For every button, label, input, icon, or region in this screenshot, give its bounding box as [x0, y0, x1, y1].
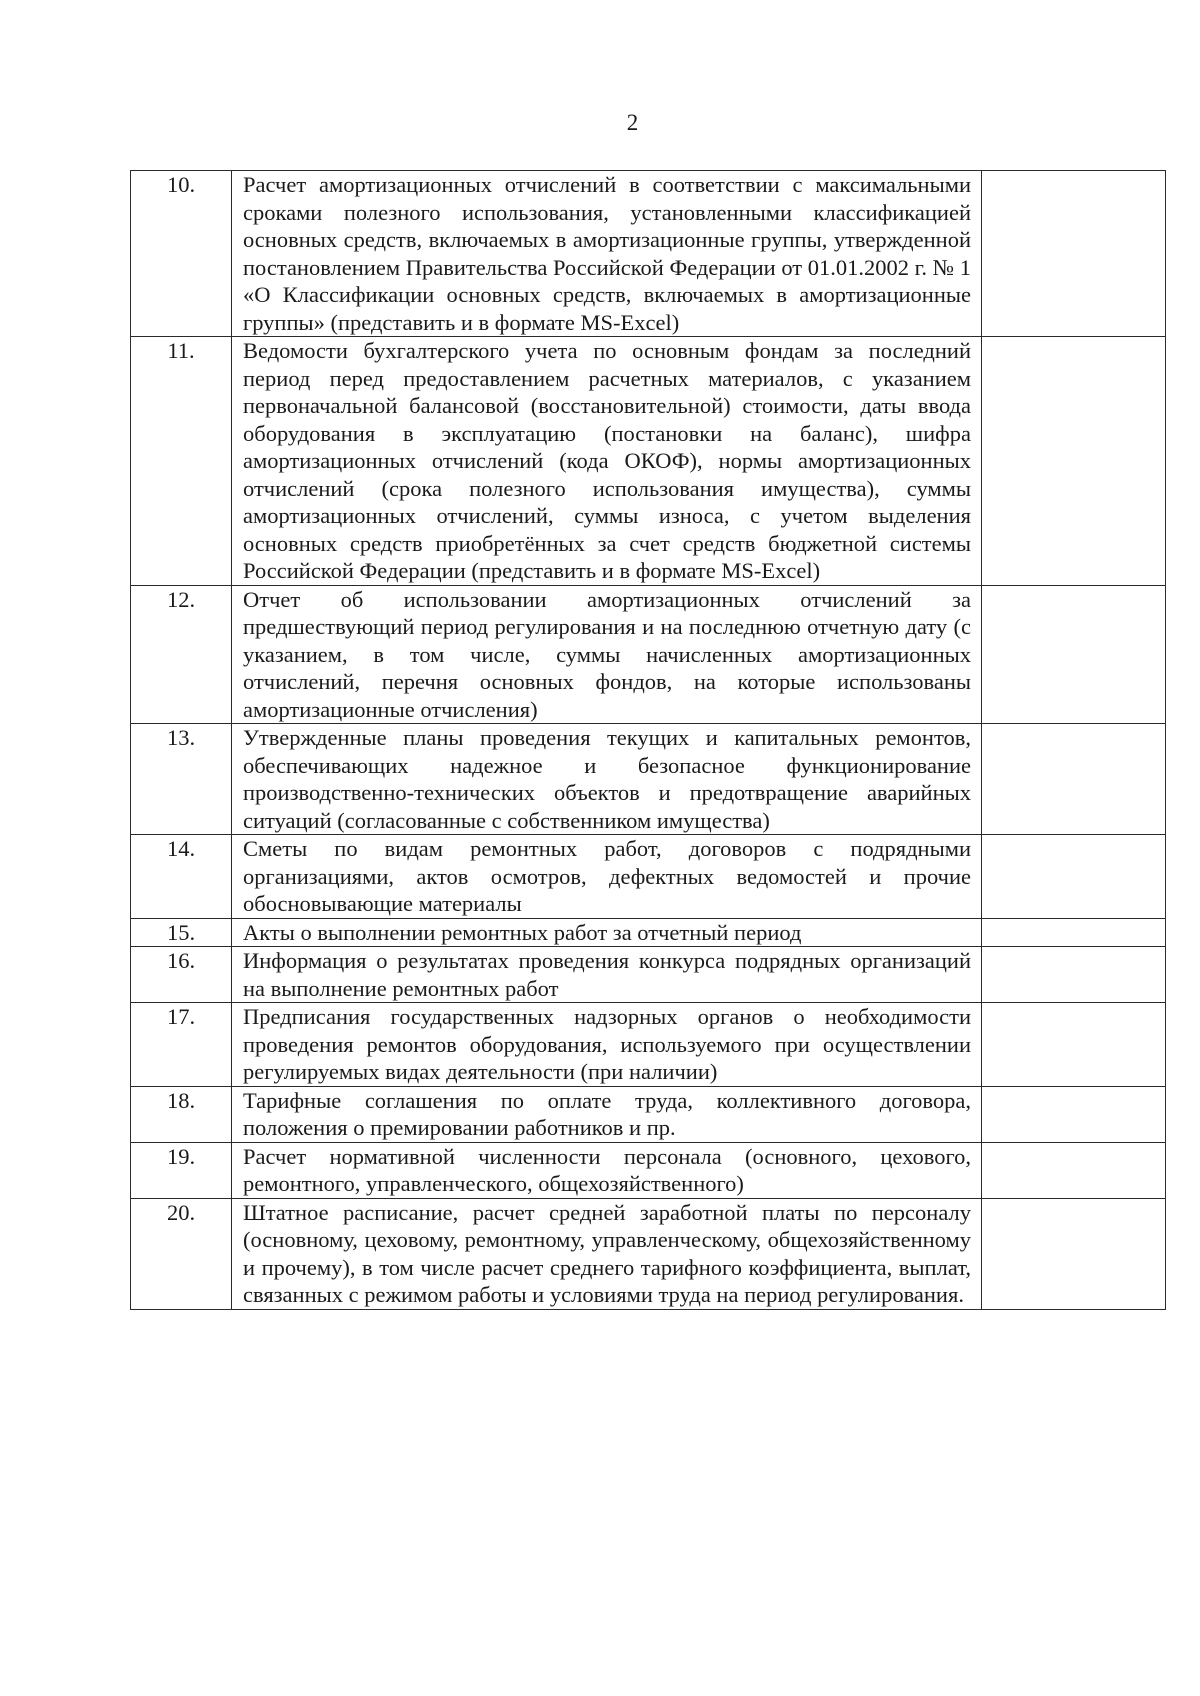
row-number: 14.: [131, 835, 232, 919]
row-status-cell: [982, 337, 1166, 586]
row-number: 17.: [131, 1003, 232, 1087]
table-row: [131, 947, 1166, 1003]
table-row: [131, 724, 1166, 835]
row-number: 18.: [131, 1086, 232, 1142]
row-number: 13.: [131, 724, 232, 835]
row-number: 16.: [131, 947, 232, 1003]
row-text: Тарифные соглашения по оплате труда, коллективного договора, положения о премировании работников и пр.: [232, 1086, 982, 1142]
table-row: [131, 835, 1166, 919]
row-text: Предписания государственных надзорных органов о необходимости проведения ремонтов оборудования, используемого при осуществлении регулируемых видах деятельности (при наличии): [232, 1003, 982, 1087]
table-row: [131, 918, 1166, 947]
table-row: [131, 1086, 1166, 1142]
row-status-cell: [982, 1086, 1166, 1142]
row-text: Отчет об использовании амортизационных отчислений за предшествующий период регулирования и на последнюю отчетную дату (с указанием, в том числе, суммы начисленных амортизационных отчислений, перечня основных фондов, на которые использованы амортизационные отчисления): [232, 585, 982, 724]
row-status-cell: [982, 1142, 1166, 1198]
table-row: [131, 171, 1166, 337]
row-text: Информация о результатах проведения конкурса подрядных организаций на выполнение ремонтных работ: [232, 947, 982, 1003]
table-row: [131, 337, 1166, 586]
row-text: Утвержденные планы проведения текущих и капитальных ремонтов, обеспечивающих надежное и безопасное функционирование производственно-технических объектов и предотвращение аварийных ситуаций (согласованные с собственником имущества): [232, 724, 982, 835]
row-status-cell: [982, 1198, 1166, 1309]
row-status-cell: [982, 171, 1166, 337]
row-status-cell: [982, 585, 1166, 724]
page-number: 2: [626, 110, 639, 135]
requirements-table: [130, 170, 1166, 1310]
row-text: Штатное расписание, расчет средней заработной платы по персоналу (основному, цеховому, ремонтному, управленческому, общехозяйственному и прочему), в том числе расчет среднего тарифного коэффициента, выплат, связанных с режимом работы и условиями труда на период регулирования.: [232, 1198, 982, 1309]
row-status-cell: [982, 947, 1166, 1003]
row-number: 11.: [131, 337, 232, 586]
table-row: [131, 1142, 1166, 1198]
row-text: Ведомости бухгалтерского учета по основным фондам за последний период перед предоставлением расчетных материалов, с указанием первоначальной балансовой (восстановительной) стоимости, даты ввода оборудования в эксплуатацию (постановки на баланс), шифра амортизационных отчислений (кода ОКОФ), нормы амортизационных отчислений (срока полезного использования имущества), суммы амортизационных отчислений, суммы износа, с учетом выделения основных средств приобретённых за счет средств бюджетной системы Российской Федерации (представить и в формате MS-Excel): [232, 337, 982, 586]
table-row: [131, 1198, 1166, 1309]
row-number: 15.: [131, 918, 232, 947]
row-text: Расчет нормативной численности персонала (основного, цехового, ремонтного, управленческого, общехозяйственного): [232, 1142, 982, 1198]
row-number: 12.: [131, 585, 232, 724]
row-text: Акты о выполнении ремонтных работ за отчетный период: [232, 918, 982, 947]
row-status-cell: [982, 835, 1166, 919]
table-row: [131, 1003, 1166, 1087]
row-status-cell: [982, 918, 1166, 947]
row-number: 10.: [131, 171, 232, 337]
row-status-cell: [982, 1003, 1166, 1087]
row-status-cell: [982, 724, 1166, 835]
row-text: Расчет амортизационных отчислений в соответствии с максимальными сроками полезного использования, установленными классификацией основных средств, включаемых в амортизационные группы, утвержденной постановлением Правительства Российской Федерации от 01.01.2002 г. № 1 «О Классификации основных средств, включаемых в амортизационные группы» (представить и в формате MS-Excel): [232, 171, 982, 337]
row-number: 20.: [131, 1198, 232, 1309]
row-text: Сметы по видам ремонтных работ, договоров с подрядными организациями, актов осмотров, дефектных ведомостей и прочие обосновывающие материалы: [232, 835, 982, 919]
table-row: [131, 585, 1166, 724]
row-number: 19.: [131, 1142, 232, 1198]
